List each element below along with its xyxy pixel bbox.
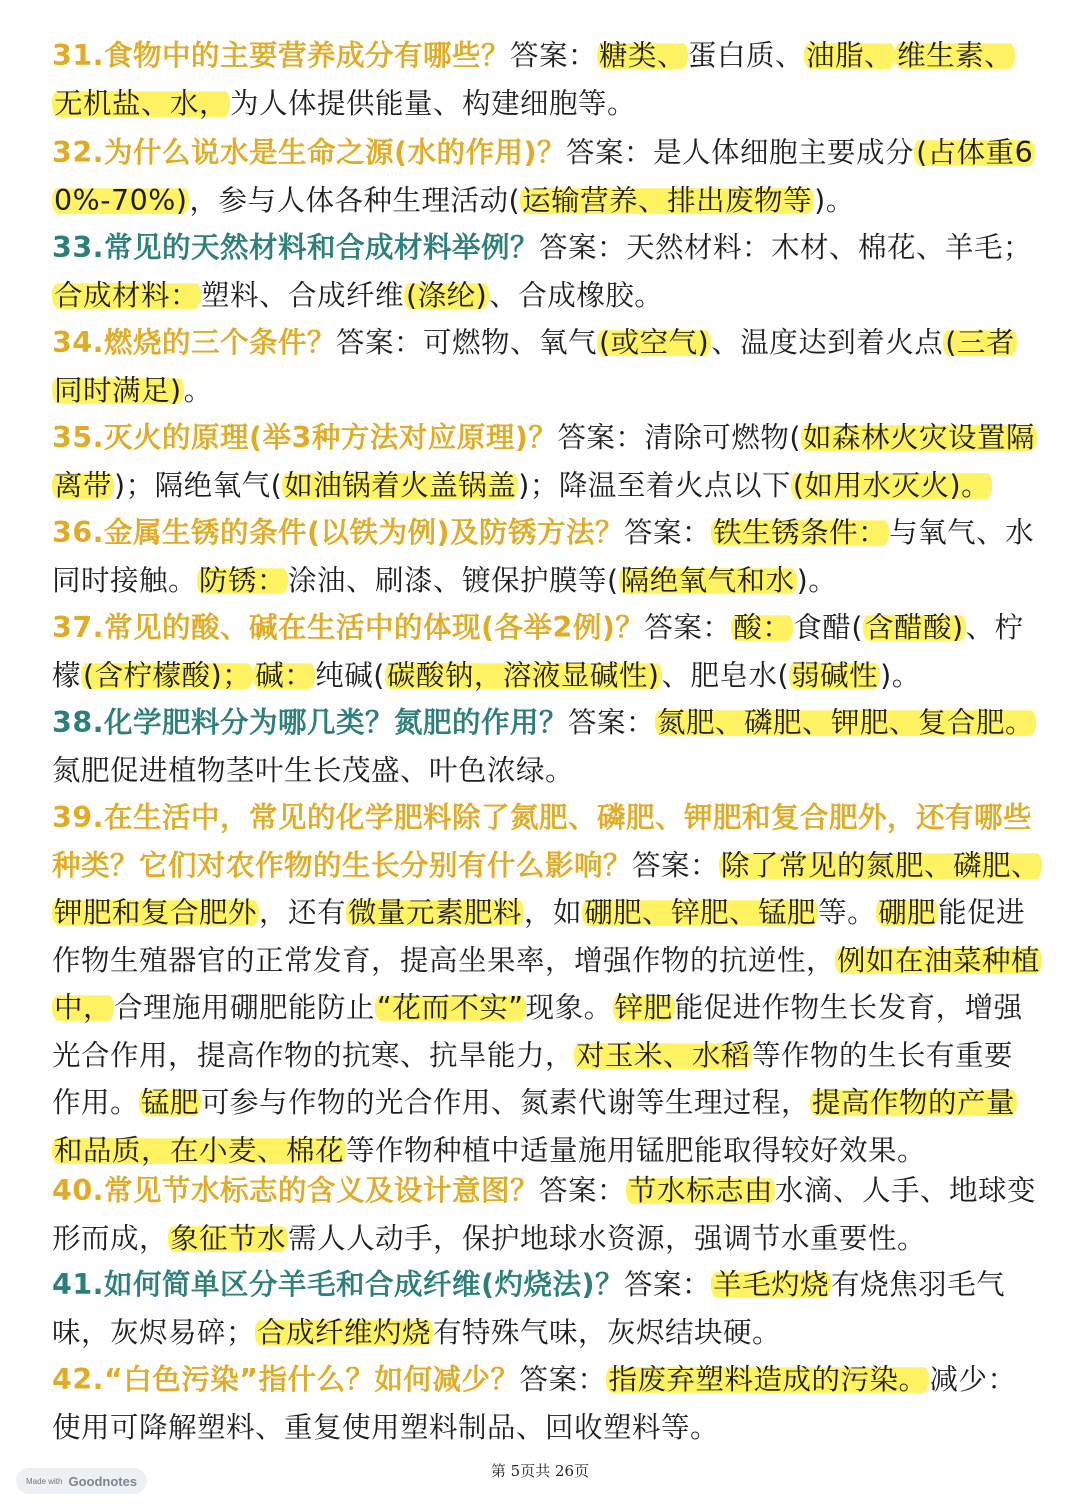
answer-37-highlight-6: 弱碱性 — [791, 658, 879, 692]
answer-37-text-3: 纯碱( — [315, 658, 385, 692]
answer-35-highlight-1: 如森林火灾设置隔离带 — [54, 421, 1036, 502]
answer-41-highlight-2: 合成纤维灼烧 — [257, 1315, 432, 1349]
answer-35-highlight-2: 如油锅着火盖锅盖 — [284, 468, 517, 502]
answer-41-text-2: 有特殊气味，灰烬结块硬。 — [433, 1315, 782, 1349]
answer-37-highlight-4: 碱： — [255, 658, 314, 692]
answer-35-text-2: )；隔绝氧气( — [114, 468, 283, 502]
answer-33-text-3: 、合成橡胶。 — [489, 278, 664, 312]
answer-33-highlight-2: (涤纶) — [406, 278, 488, 312]
answer-31-highlight-2: 油脂、 — [806, 39, 894, 72]
answer-39-text-5: 合理施用硼肥能防止 — [114, 991, 376, 1024]
answer-39-highlight-6: “花而不实” — [377, 991, 524, 1024]
answer-39-text-8: 等作物的生长有重要作用。 — [52, 1038, 1014, 1119]
qa-item-37 — [52, 604, 1042, 699]
qa-item-40 — [52, 1167, 1042, 1262]
answer-42-highlight-1: 指废弃塑料造成的污染。 — [608, 1363, 928, 1396]
qa-item-32 — [52, 129, 1042, 224]
answer-32-highlight-1: (占体重60%-70%) — [54, 136, 1034, 217]
answer-39-text-4: 能促进作物生殖器官的正常发育，提高坐果率，增强作物的抗逆性， — [52, 896, 1026, 977]
answer-40-text-1: 水滴、人手、地球变形而成， — [52, 1174, 1037, 1255]
answer-37-text-5: )。 — [880, 658, 921, 692]
question-42: 42.“白色污染”指什么？如何减少？ — [52, 1363, 520, 1396]
answer-40-text-2: 需人人动手，保护地球水资源，强调节水重要性。 — [288, 1221, 927, 1255]
answer-34-text-2: 、温度达到着火点 — [711, 326, 944, 359]
answer-32-text-3: )。 — [814, 183, 855, 217]
answer-36-text-3: )。 — [796, 563, 838, 597]
qa-item-36 — [52, 509, 1042, 604]
qa-item-33 — [52, 224, 1042, 319]
answer-39-highlight-3: 硼肥、锌肥、锰肥 — [584, 896, 817, 929]
answer-38-highlight-1: 氮肥、磷肥、钾肥、复合肥。 — [657, 706, 1035, 739]
answer-37-highlight-2: 含醋酸) — [865, 611, 964, 644]
answer-37-prefix: 答案： — [644, 611, 732, 644]
question-32: 32.为什么说水是生命之源(水的作用)？ — [52, 136, 567, 169]
answer-37-text-2: 、柠檬 — [52, 611, 1024, 692]
question-33: 33.常见的天然材料和合成材料举例？ — [52, 231, 539, 264]
answer-40-highlight-2: 象征节水 — [170, 1221, 287, 1255]
qa-item-41 — [52, 1261, 1042, 1356]
qa-item-38 — [52, 699, 1042, 794]
answer-39-text-7: 能促进作物生长发育，增强光合作用，提高作物的抗寒、抗旱能力， — [52, 991, 1023, 1072]
goodnotes-brand: Goodnotes — [68, 1473, 138, 1489]
answer-33-text-2: 塑料、合成纤维 — [201, 278, 405, 312]
answer-39-text-2: ，如 — [524, 896, 583, 929]
answer-36-highlight-3: 隔绝氧气和水 — [620, 563, 795, 597]
answer-39-highlight-4: 硼肥 — [878, 896, 937, 929]
answer-32-text-2: ，参与人体各种生理活动( — [189, 183, 521, 217]
answer-42-prefix: 答案： — [519, 1363, 607, 1396]
answer-39-highlight-8: 对玉米、水稻 — [576, 1038, 751, 1072]
answer-40-prefix: 答案： — [539, 1174, 627, 1207]
answer-39-highlight-7: 锌肥 — [614, 991, 673, 1024]
question-34: 34.燃烧的三个条件？ — [52, 326, 336, 359]
answer-39-highlight-1: 除了常见的氮肥、磷肥、钾肥和复合肥外 — [54, 848, 1041, 929]
qa-item-39 — [52, 794, 1042, 1174]
answer-37-text-4: 、肥皂水( — [661, 658, 790, 692]
answer-39-text-6: 现象。 — [525, 991, 613, 1024]
answer-38-text-1: 氮肥促进植物茎叶生长茂盛、叶色浓绿。 — [52, 753, 575, 787]
answer-39-text-9: 可参与作物的光合作用、氮素代谢等生理过程， — [201, 1086, 811, 1119]
answer-39-highlight-5: 例如在油菜种植中， — [54, 943, 1041, 1024]
answer-36-prefix: 答案： — [624, 516, 712, 549]
question-37: 37.常见的酸、碱在生活中的体现(各举2例)？ — [52, 611, 645, 644]
answer-39-text-1: ，还有 — [259, 896, 347, 929]
qa-item-31 — [52, 32, 1042, 127]
answer-32-highlight-2: 运输营养、排出废物等 — [522, 183, 813, 217]
answer-36-text-1: 与氧气、水同时接触。 — [52, 516, 1035, 597]
answer-31-highlight-3: 维生素、无机盐、水， — [54, 39, 1014, 120]
answer-35-text-1: 答案：清除可燃物( — [557, 421, 801, 454]
answer-41-prefix: 答案： — [624, 1268, 712, 1301]
answer-39-prefix: 答案： — [632, 848, 720, 882]
question-36: 36.金属生锈的条件(以铁为例)及防锈方法？ — [52, 516, 625, 549]
answer-37-highlight-5: 碳酸钠，溶液显碱性) — [386, 658, 660, 692]
answer-41-highlight-1: 羊毛灼烧 — [713, 1268, 830, 1301]
answer-31-prefix: 答案： — [510, 39, 598, 72]
answer-34-highlight-1: (或空气) — [599, 326, 710, 359]
answer-37-highlight-3: (含柠檬酸)； — [83, 658, 252, 692]
answer-36-text-2: 涂油、刷漆、镀保护膜等( — [288, 563, 619, 597]
answer-34-highlight-2: (三者同时满足) — [54, 326, 1015, 407]
made-with-label: Made with — [26, 1476, 63, 1486]
answer-31-text-2: 为人体提供能量、构建细胞等。 — [230, 86, 637, 120]
answer-34-text-3: 。 — [183, 373, 213, 407]
answer-42-text-1: 减少：使用可降解塑料、重复使用塑料制品、回收塑料等。 — [52, 1363, 1017, 1444]
qa-item-34 — [52, 319, 1042, 414]
question-39: 39.在生活中，常见的化学肥料除了氮肥、磷肥、钾肥和复合肥外，还有哪些种类？它们对农作物的生长分别有什么影响？ — [52, 801, 1032, 882]
question-35: 35.灭火的原理(举3种方法对应原理)？ — [52, 421, 558, 454]
question-38: 38.化学肥料分为哪几类？氮肥的作用？ — [52, 706, 568, 739]
goodnotes-badge — [16, 1468, 147, 1494]
answer-39-highlight-2: 微量元素肥料 — [348, 896, 523, 929]
answer-39-text-10: 等作物种植中适量施用锰肥能取得较好效果。 — [346, 1133, 927, 1167]
answer-35-highlight-3: (如用水灭火)。 — [792, 468, 991, 502]
answer-32-text-1: 答案：是人体细胞主要成分 — [566, 136, 915, 169]
answer-35-text-3: )；降温至着火点以下 — [518, 468, 791, 502]
answer-36-highlight-2: 防锈： — [199, 563, 287, 597]
answer-36-highlight-1: 铁生锈条件： — [713, 516, 888, 549]
qa-item-42 — [52, 1356, 1042, 1451]
question-41: 41.如何简单区分羊毛和合成纤维(灼烧法)？ — [52, 1268, 625, 1301]
answer-39-text-3: 等。 — [818, 896, 877, 929]
answer-31-text-1: 蛋白质、 — [688, 39, 805, 72]
answer-33-highlight-1: 合成材料： — [54, 278, 200, 312]
answer-39-highlight-9: 锰肥 — [141, 1086, 200, 1119]
question-31: 31.食物中的主要营养成分有哪些？ — [52, 39, 510, 72]
page-number: 第 5页共 26页 — [490, 1462, 590, 1480]
answer-41-text-1: 有烧焦羽毛气味，灰烬易碎； — [52, 1268, 1006, 1349]
answer-38-prefix: 答案： — [568, 706, 656, 739]
answer-40-highlight-1: 节水标志由 — [628, 1174, 774, 1207]
question-40: 40.常见节水标志的含义及设计意图？ — [52, 1174, 539, 1207]
answer-34-text-1: 答案：可燃物、氧气 — [336, 326, 598, 359]
answer-33-text-1: 答案：天然材料：木材、棉花、羊毛； — [539, 231, 1033, 264]
qa-item-35 — [52, 414, 1042, 509]
answer-37-highlight-1: 酸： — [733, 611, 792, 644]
answer-37-text-1: 食醋( — [793, 611, 864, 644]
answer-31-highlight-1: 糖类、 — [599, 39, 687, 72]
answer-39-highlight-10: 提高作物的产量和品质，在小麦、棉花 — [54, 1086, 1016, 1167]
